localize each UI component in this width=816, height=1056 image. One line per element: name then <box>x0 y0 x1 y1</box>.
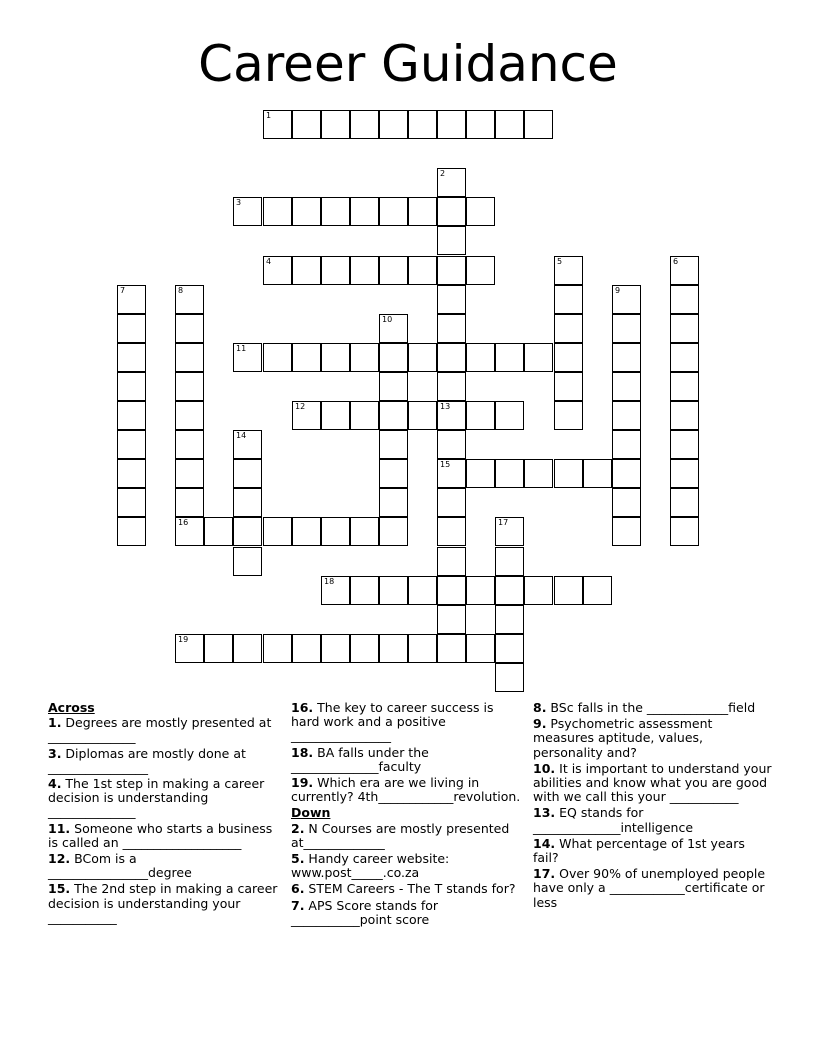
grid-cell[interactable] <box>524 110 553 139</box>
grid-cell[interactable] <box>437 314 466 343</box>
clue-number-label: 15. <box>48 881 71 897</box>
grid-cell[interactable] <box>379 343 408 372</box>
clue-text: The 1st step in making a career decision is understanding ______________ <box>48 776 265 820</box>
grid-cell[interactable] <box>670 343 699 372</box>
grid-cell[interactable] <box>379 110 408 139</box>
grid-cell[interactable] <box>350 634 379 663</box>
clue-number: 14 <box>236 431 247 440</box>
clue-number: 13 <box>440 402 451 411</box>
grid-cell[interactable] <box>495 605 524 634</box>
grid-cell[interactable] <box>175 430 204 459</box>
grid-cell[interactable] <box>175 459 204 488</box>
clue-item <box>533 806 773 834</box>
grid-cell[interactable] <box>204 517 233 546</box>
grid-cell[interactable] <box>233 488 262 517</box>
clue-item <box>48 852 280 880</box>
grid-cell[interactable] <box>117 401 146 430</box>
clue-number: 5 <box>557 257 563 266</box>
clue-number: 18 <box>324 577 335 586</box>
grid-cell[interactable] <box>554 459 583 488</box>
grid-cell[interactable] <box>379 314 408 343</box>
grid-cell[interactable] <box>292 401 321 430</box>
clue-number-label: 5. <box>291 851 305 867</box>
grid-cell[interactable] <box>437 343 466 372</box>
clue-text: EQ stands for ______________intelligence <box>533 805 694 835</box>
grid-cell[interactable] <box>583 576 612 605</box>
grid-cell[interactable] <box>554 576 583 605</box>
grid-cell[interactable] <box>437 634 466 663</box>
grid-cell[interactable] <box>233 547 262 576</box>
page-title: Career Guidance <box>198 35 618 93</box>
grid-cell[interactable] <box>466 401 495 430</box>
grid-cell[interactable] <box>670 430 699 459</box>
grid-cell[interactable] <box>292 197 321 226</box>
clue-number: 19 <box>178 635 189 644</box>
clue-number-label: 13. <box>533 805 556 821</box>
grid-cell[interactable] <box>321 343 350 372</box>
grid-cell[interactable] <box>321 197 350 226</box>
grid-cell[interactable] <box>233 517 262 546</box>
grid-cell[interactable] <box>408 576 437 605</box>
grid-cell[interactable] <box>437 197 466 226</box>
clue-item <box>48 716 280 744</box>
grid-cell[interactable] <box>233 197 262 226</box>
grid-cell[interactable] <box>437 256 466 285</box>
clue-number: 2 <box>440 169 446 178</box>
grid-cell[interactable] <box>321 110 350 139</box>
grid-cell[interactable] <box>670 517 699 546</box>
grid-cell[interactable] <box>379 576 408 605</box>
grid-cell[interactable] <box>612 459 641 488</box>
grid-cell[interactable] <box>263 343 292 372</box>
grid-cell[interactable] <box>350 110 379 139</box>
grid-cell[interactable] <box>117 430 146 459</box>
grid-cell[interactable] <box>495 343 524 372</box>
grid-cell[interactable] <box>437 459 466 488</box>
grid-cell[interactable] <box>292 517 321 546</box>
grid-cell[interactable] <box>408 343 437 372</box>
clue-number-label: 10. <box>533 760 556 776</box>
grid-cell[interactable] <box>117 517 146 546</box>
grid-cell[interactable] <box>612 517 641 546</box>
clue-item <box>291 776 523 804</box>
grid-cell[interactable] <box>175 488 204 517</box>
grid-cell[interactable] <box>321 576 350 605</box>
grid-cell[interactable] <box>263 256 292 285</box>
grid-cell[interactable] <box>554 256 583 285</box>
grid-cell[interactable] <box>350 197 379 226</box>
section-heading: Across <box>48 700 95 715</box>
clue-item <box>533 867 773 910</box>
grid-cell[interactable] <box>670 372 699 401</box>
grid-cell[interactable] <box>233 430 262 459</box>
clue-item <box>533 762 773 805</box>
grid-cell[interactable] <box>263 110 292 139</box>
grid-cell[interactable] <box>321 517 350 546</box>
clue-text: BSc falls in the _____________field <box>546 700 756 715</box>
clue-number-label: 19. <box>291 775 314 791</box>
grid-cell[interactable] <box>612 488 641 517</box>
clue-item <box>48 882 280 925</box>
grid-cell[interactable] <box>466 634 495 663</box>
clue-number: 12 <box>295 402 306 411</box>
grid-cell[interactable] <box>437 372 466 401</box>
clues-column-middle <box>291 701 523 929</box>
clue-item <box>533 701 773 715</box>
grid-cell[interactable] <box>117 372 146 401</box>
clue-number-label: 1. <box>48 715 62 731</box>
clue-item <box>291 882 523 896</box>
clue-text: What percentage of 1st years fail? <box>533 835 745 866</box>
grid-cell[interactable] <box>117 285 146 314</box>
grid-cell[interactable] <box>379 372 408 401</box>
grid-cell[interactable] <box>263 197 292 226</box>
grid-cell[interactable] <box>233 459 262 488</box>
grid-cell[interactable] <box>466 576 495 605</box>
grid-cell[interactable] <box>263 517 292 546</box>
grid-cell[interactable] <box>321 634 350 663</box>
clue-text: Degrees are mostly presented at ______________ <box>48 715 272 745</box>
clue-number-label: 4. <box>48 776 62 792</box>
grid-cell[interactable] <box>175 401 204 430</box>
clue-item <box>48 822 280 850</box>
grid-cell[interactable] <box>670 285 699 314</box>
grid-cell[interactable] <box>554 372 583 401</box>
clue-item <box>291 746 523 774</box>
grid-cell[interactable] <box>350 256 379 285</box>
grid-cell[interactable] <box>612 285 641 314</box>
clue-number: 1 <box>266 111 272 120</box>
clue-text: Over 90% of unemployed people have only a ____________certificate or less <box>533 866 766 910</box>
grid-cell[interactable] <box>117 459 146 488</box>
clue-number-label: 14. <box>533 835 556 851</box>
grid-cell[interactable] <box>321 256 350 285</box>
clue-number: 15 <box>440 460 451 469</box>
grid-cell[interactable] <box>466 110 495 139</box>
grid-cell[interactable] <box>321 401 350 430</box>
clue-item <box>291 852 523 880</box>
grid-cell[interactable] <box>495 401 524 430</box>
grid-cell[interactable] <box>466 459 495 488</box>
grid-cell[interactable] <box>379 517 408 546</box>
grid-cell[interactable] <box>612 372 641 401</box>
clue-number: 10 <box>382 315 393 324</box>
grid-cell[interactable] <box>554 401 583 430</box>
clue-text: Handy career website: www.post_____.co.za <box>291 851 450 881</box>
clue-number-label: 11. <box>48 820 71 836</box>
clue-text: BCom is a ________________degree <box>48 851 192 881</box>
clue-number: 9 <box>615 286 621 295</box>
grid-cell[interactable] <box>495 547 524 576</box>
grid-cell[interactable] <box>670 488 699 517</box>
clue-number-label: 6. <box>291 881 305 897</box>
clue-number-label: 16. <box>291 700 314 715</box>
clue-text: STEM Careers - The T stands for? <box>304 881 516 897</box>
grid-cell[interactable] <box>379 634 408 663</box>
clue-text: BA falls under the ______________faculty <box>291 744 429 774</box>
clue-number-label: 3. <box>48 745 62 761</box>
grid-cell[interactable] <box>466 197 495 226</box>
grid-cell[interactable] <box>495 459 524 488</box>
clues-column-left <box>48 701 280 927</box>
grid-cell[interactable] <box>437 430 466 459</box>
grid-cell[interactable] <box>350 343 379 372</box>
grid-cell[interactable] <box>495 634 524 663</box>
grid-cell[interactable] <box>554 285 583 314</box>
grid-cell[interactable] <box>554 343 583 372</box>
grid-cell[interactable] <box>233 634 262 663</box>
grid-cell[interactable] <box>408 401 437 430</box>
grid-cell[interactable] <box>117 314 146 343</box>
grid-cell[interactable] <box>292 634 321 663</box>
clue-number: 8 <box>178 286 184 295</box>
clue-text: It is important to understand your abilities and know what you are good with we call this your ___________ <box>533 760 772 805</box>
grid-cell[interactable] <box>175 343 204 372</box>
grid-cell[interactable] <box>495 576 524 605</box>
clue-number: 11 <box>236 344 247 353</box>
grid-cell[interactable] <box>233 343 262 372</box>
grid-cell[interactable] <box>117 488 146 517</box>
clue-number: 17 <box>498 518 509 527</box>
grid-cell[interactable] <box>175 517 204 546</box>
grid-cell[interactable] <box>437 605 466 634</box>
clue-item <box>533 717 773 760</box>
clue-item <box>291 822 523 850</box>
grid-cell[interactable] <box>612 314 641 343</box>
clue-number: 3 <box>236 198 242 207</box>
grid-cell[interactable] <box>437 576 466 605</box>
grid-cell[interactable] <box>263 634 292 663</box>
clue-item <box>48 777 280 820</box>
clue-item <box>48 747 280 775</box>
grid-cell[interactable] <box>495 110 524 139</box>
grid-cell[interactable] <box>204 634 233 663</box>
grid-cell[interactable] <box>175 285 204 314</box>
grid-cell[interactable] <box>554 314 583 343</box>
grid-cell[interactable] <box>379 256 408 285</box>
grid-cell[interactable] <box>292 343 321 372</box>
clue-number: 4 <box>266 257 272 266</box>
grid-cell[interactable] <box>437 226 466 255</box>
grid-cell[interactable] <box>524 343 553 372</box>
grid-cell[interactable] <box>175 634 204 663</box>
grid-cell[interactable] <box>408 197 437 226</box>
grid-cell[interactable] <box>583 459 612 488</box>
grid-cell[interactable] <box>524 576 553 605</box>
grid-cell[interactable] <box>495 663 524 692</box>
grid-cell[interactable] <box>612 401 641 430</box>
grid-cell[interactable] <box>379 401 408 430</box>
clues-column-right <box>533 701 773 912</box>
grid-cell[interactable] <box>670 314 699 343</box>
clue-number-label: 2. <box>291 820 305 836</box>
grid-cell[interactable] <box>612 430 641 459</box>
clue-text: APS Score stands for ___________point score <box>291 897 439 927</box>
clue-item <box>291 899 523 927</box>
clue-number: 7 <box>120 286 126 295</box>
clue-number-label: 8. <box>533 700 547 715</box>
grid-cell[interactable] <box>437 285 466 314</box>
clue-text: Someone who starts a business is called an ___________________ <box>48 820 273 850</box>
clue-number: 16 <box>178 518 189 527</box>
grid-cell[interactable] <box>175 372 204 401</box>
clue-number-label: 17. <box>533 866 556 882</box>
grid-cell[interactable] <box>379 197 408 226</box>
clue-text: The 2nd step in making a career decision is understanding your ___________ <box>48 881 278 925</box>
clue-number-label: 18. <box>291 744 314 760</box>
grid-cell[interactable] <box>524 459 553 488</box>
grid-cell[interactable] <box>437 401 466 430</box>
grid-cell[interactable] <box>292 256 321 285</box>
grid-cell[interactable] <box>670 256 699 285</box>
clue-text: Which era are we living in currently? 4th____________revolution. <box>291 775 521 805</box>
clue-number: 6 <box>673 257 679 266</box>
grid-cell[interactable] <box>437 517 466 546</box>
clue-text: Diplomas are mostly done at ________________ <box>48 745 246 775</box>
clue-number-label: 7. <box>291 897 305 913</box>
grid-cell[interactable] <box>670 459 699 488</box>
grid-cell[interactable] <box>350 401 379 430</box>
clue-text: The key to career success is hard work and a positive ________________ <box>291 700 494 744</box>
grid-cell[interactable] <box>408 256 437 285</box>
grid-cell[interactable] <box>175 314 204 343</box>
grid-cell[interactable] <box>117 343 146 372</box>
grid-cell[interactable] <box>379 430 408 459</box>
grid-cell[interactable] <box>495 517 524 546</box>
grid-cell[interactable] <box>350 576 379 605</box>
grid-cell[interactable] <box>408 634 437 663</box>
grid-cell[interactable] <box>437 110 466 139</box>
grid-cell[interactable] <box>437 547 466 576</box>
grid-cell[interactable] <box>292 110 321 139</box>
clue-text: Psychometric assessment measures aptitude, values, personality and? <box>533 716 713 760</box>
clue-item <box>533 837 773 865</box>
grid-cell[interactable] <box>437 488 466 517</box>
clue-number-label: 12. <box>48 851 71 867</box>
grid-cell[interactable] <box>670 401 699 430</box>
grid-cell[interactable] <box>379 459 408 488</box>
clue-text: N Courses are mostly presented at_____________ <box>291 820 510 850</box>
grid-cell[interactable] <box>437 168 466 197</box>
grid-cell[interactable] <box>466 343 495 372</box>
grid-cell[interactable] <box>612 343 641 372</box>
section-heading: Down <box>291 805 331 821</box>
clue-item <box>291 701 523 744</box>
grid-cell[interactable] <box>350 517 379 546</box>
grid-cell[interactable] <box>466 256 495 285</box>
grid-cell[interactable] <box>408 110 437 139</box>
clue-number-label: 9. <box>533 716 547 732</box>
grid-cell[interactable] <box>379 488 408 517</box>
